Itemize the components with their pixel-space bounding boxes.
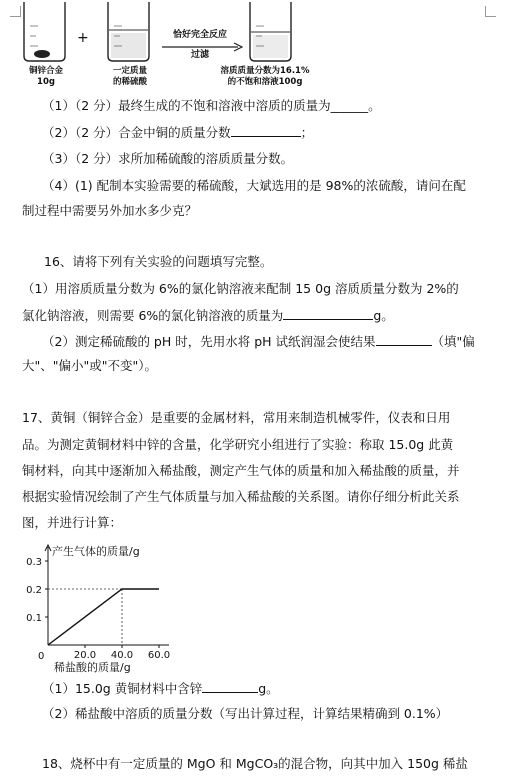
q16-part2-blank [376, 333, 432, 346]
q15-part4-line1: （4）(1) 配制本实验需要的稀硫酸，大斌选用的是 98%的浓硫酸，请问在配 [42, 178, 466, 193]
origin-label: 0 [38, 651, 45, 662]
q15-part1: （1）（2 分）最终生成的不饱和溶液中溶质的质量为______。 [42, 98, 381, 113]
x-tick-label: 40.0 [110, 650, 134, 661]
y-tick-label: 0.2 [26, 585, 42, 596]
beaker3-label-line1: 溶质质量分数为16.1% [220, 66, 310, 76]
q16-part2-text: （2）测定稀硫酸的 pH 时，先用水将 pH 试纸润湿会使结果 [42, 334, 376, 349]
y-axis-label: 产生气体的质量/g [52, 545, 140, 558]
q15-part2-end: ； [300, 125, 314, 140]
q16-part2-line1 [42, 333, 475, 350]
series-line [48, 589, 159, 645]
q15-part3: （3）（2 分）求所加稀硫酸的溶质质量分数。 [42, 151, 294, 166]
alloy-pellet [34, 50, 50, 58]
q16-part1-text: 氯化钠溶液，则需要 6%的氯化钠溶液的质量为 [22, 308, 284, 323]
q17-part1-end: g。 [258, 681, 279, 696]
x-axis-label: 稀盐酸的质量/g [54, 661, 131, 674]
beaker-alloy [20, 0, 70, 66]
q17-line2: 品。为测定黄铜材料中锌的含量，化学研究小组进行了实验：称取 15.0g 此黄 [22, 437, 454, 452]
beaker2-label-line1: 一定质量 [112, 66, 147, 76]
plus-sign: + [77, 30, 89, 46]
q18-line1: 18、烧杯中有一定质量的 MgO 和 MgCO₃的混合物，向其中加入 150g 稀盐 [42, 756, 468, 771]
beaker-acid [104, 0, 154, 66]
gas-mass-chart [18, 530, 218, 680]
beaker1-label-line2: 10g [37, 77, 55, 87]
q17-part1 [42, 680, 279, 697]
q16-part1-blank [283, 307, 373, 320]
q17-line1: 17、黄铜（铜锌合金）是重要的金属材料，常用来制造机械零件，仪表和日用 [22, 410, 451, 425]
q16-part2-end: （填"偏 [431, 334, 475, 349]
beaker-filtrate [246, 0, 296, 66]
q17-line5: 图，并进行计算： [22, 515, 123, 530]
q17-part2: （2）稀盐酸中溶质的质量分数（写出计算过程，计算结果精确到 0.1%） [42, 706, 449, 721]
q15-part2 [42, 124, 313, 141]
beaker2-label-line2: 的稀硫酸 [112, 77, 147, 87]
q17-part1-blank [202, 680, 258, 693]
q16-title: 16、请将下列有关实验的问题填写完整。 [44, 254, 273, 269]
q16-part2-line2: 大"、"偏小"或"不变"）。 [22, 358, 157, 373]
y-tick-label: 0.1 [26, 613, 42, 624]
arrow-label-bottom: 过滤 [190, 50, 209, 60]
x-tick-label: 20.0 [73, 650, 97, 661]
q15-part2-blank [231, 124, 301, 137]
y-tick-label: 0.3 [26, 557, 42, 568]
x-tick-label: 60.0 [147, 650, 171, 661]
beaker1-label-line1: 铜锌合金 [28, 66, 63, 76]
q17-line3: 铜材料，向其中逐渐加入稀盐酸，测定产生气体的质量和加入稀盐酸的质量，并 [22, 463, 460, 478]
corner-mark-right [485, 6, 496, 17]
q16-part1-end: g。 [373, 308, 394, 323]
q16-part1-line2 [22, 307, 394, 324]
q17-line4: 根据实验情况绘制了产生气体质量与加入稀盐酸的关系图。请你仔细分析此关系 [22, 489, 460, 504]
q16-part1-line1: （1）用溶质质量分数为 6%的氯化钠溶液来配制 15 0g 溶质质量分数为 2%的 [22, 281, 459, 296]
q15-part2-text: （2）（2 分）合金中铜的质量分数 [42, 125, 231, 140]
beaker3-label-line2: 的不饱和溶液100g [227, 77, 303, 87]
arrow-label-top: 恰好完全反应 [172, 30, 227, 40]
q15-part4-line2: 制过程中需要另外加水多少克？ [22, 203, 198, 218]
q17-part1-text: （1）15.0g 黄铜材料中含锌 [42, 681, 203, 696]
